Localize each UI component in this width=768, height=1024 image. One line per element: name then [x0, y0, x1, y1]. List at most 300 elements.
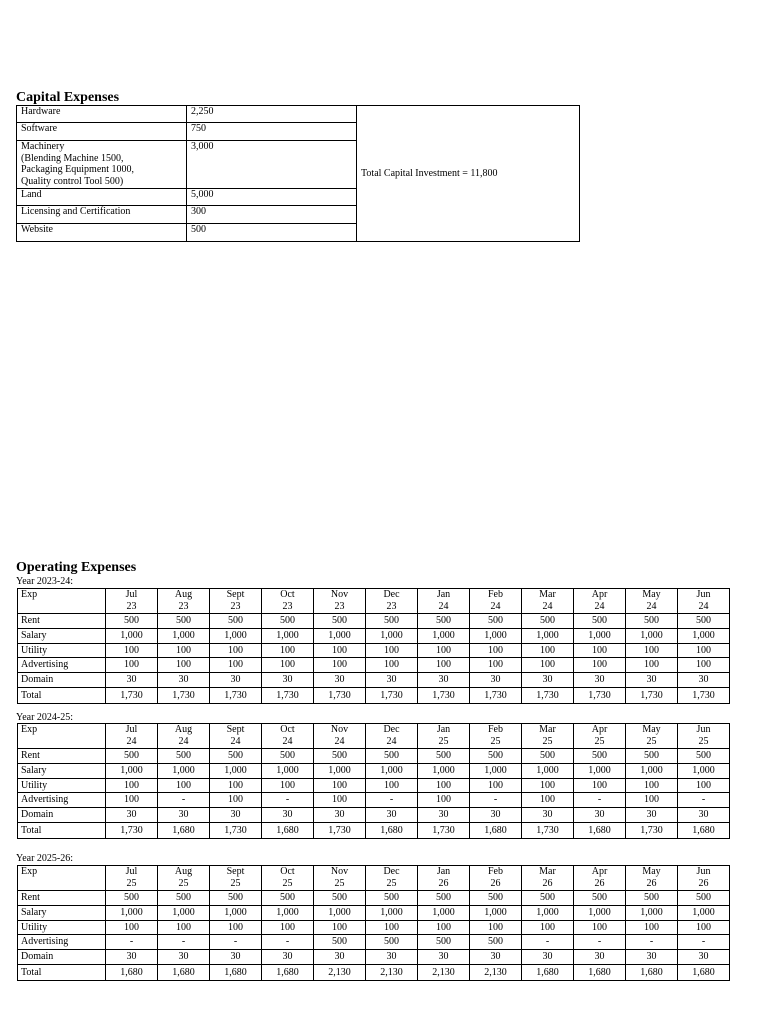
expense-value: 30	[314, 807, 366, 822]
expense-value: 1,730	[470, 687, 522, 703]
month-name: Mar	[539, 866, 556, 877]
year-label-2024-25: Year 2024-25:	[16, 712, 74, 723]
expense-value: 100	[262, 643, 314, 658]
expense-value: 100	[574, 643, 626, 658]
expense-value: 100	[314, 658, 366, 673]
expense-value: 30	[106, 949, 158, 964]
expense-value: 100	[106, 920, 158, 935]
expense-row-salary	[18, 764, 730, 779]
month-name: Jan	[436, 724, 451, 735]
expense-value: 500	[366, 749, 418, 764]
expense-value: 100	[470, 643, 522, 658]
expense-value: 500	[262, 749, 314, 764]
expense-value: 100	[678, 643, 730, 658]
expense-label: Rent	[18, 614, 106, 629]
expense-value: 100	[262, 920, 314, 935]
expense-value: 1,680	[678, 822, 730, 838]
expense-value: 500	[262, 614, 314, 629]
expense-value: 30	[366, 807, 418, 822]
expense-value: 100	[522, 643, 574, 658]
operating-table-2024-25	[17, 723, 730, 839]
month-header-cell	[574, 866, 626, 891]
month-header-cell	[106, 589, 158, 614]
expense-value: 500	[106, 614, 158, 629]
expense-value: 500	[418, 891, 470, 906]
capital-item-label: Land	[21, 189, 42, 200]
capital-amount-cell: 750	[187, 123, 357, 141]
expense-value: 500	[262, 891, 314, 906]
month-year: 24	[698, 601, 709, 612]
expense-value: -	[678, 793, 730, 808]
expense-label: Utility	[18, 778, 106, 793]
expense-value: 1,000	[678, 629, 730, 644]
month-name: Nov	[330, 724, 349, 735]
expense-value: 500	[470, 891, 522, 906]
month-name: Apr	[591, 866, 608, 877]
month-name: Sept	[226, 724, 245, 735]
month-year: 24	[230, 736, 241, 747]
capital-item-cell	[17, 123, 187, 141]
month-header-cell	[418, 589, 470, 614]
month-year: 26	[438, 878, 449, 889]
expense-row-rent	[18, 614, 730, 629]
expense-value: 1,000	[314, 764, 366, 779]
month-year: 24	[386, 736, 397, 747]
month-header-row	[18, 724, 730, 749]
expense-value: 1,000	[470, 906, 522, 921]
expense-value: 30	[210, 672, 262, 687]
expense-row-salary	[18, 906, 730, 921]
expense-value: 30	[106, 807, 158, 822]
expense-value: 1,000	[470, 764, 522, 779]
expense-value: 30	[366, 672, 418, 687]
expense-value: 1,680	[522, 964, 574, 980]
expense-row-utility	[18, 920, 730, 935]
month-name: Feb	[488, 724, 503, 735]
expense-value: 30	[314, 672, 366, 687]
expense-value: 500	[366, 891, 418, 906]
expense-value: 1,730	[626, 822, 678, 838]
month-year: 24	[646, 601, 657, 612]
month-year: 23	[230, 601, 241, 612]
expense-value: 1,730	[626, 687, 678, 703]
month-year: 23	[282, 601, 293, 612]
expense-row-advertising	[18, 935, 730, 950]
month-header-cell	[470, 724, 522, 749]
expense-row-total	[18, 822, 730, 838]
expense-label: Total	[18, 964, 106, 980]
expense-value: 500	[574, 614, 626, 629]
month-year: 26	[646, 878, 657, 889]
month-year: 23	[126, 601, 137, 612]
expense-value: 500	[626, 891, 678, 906]
expense-value: 30	[626, 807, 678, 822]
expense-row-domain	[18, 949, 730, 964]
capital-amount-cell: 5,000	[187, 189, 357, 206]
expense-label: Salary	[18, 906, 106, 921]
expense-value: 100	[626, 920, 678, 935]
expense-value: 500	[522, 614, 574, 629]
month-year: 25	[438, 736, 449, 747]
expense-value: 100	[314, 793, 366, 808]
month-header-cell	[522, 589, 574, 614]
expense-value: 100	[106, 793, 158, 808]
expense-value: 2,130	[366, 964, 418, 980]
expense-value: 1,000	[418, 764, 470, 779]
expense-value: 100	[210, 793, 262, 808]
total-capital-investment: Total Capital Investment = 11,800	[357, 106, 580, 242]
expense-value: 1,000	[210, 764, 262, 779]
month-name: Feb	[488, 589, 503, 600]
expense-value: 1,000	[678, 906, 730, 921]
expense-row-rent	[18, 749, 730, 764]
month-year: 26	[542, 878, 553, 889]
expense-label: Utility	[18, 643, 106, 658]
expense-value: 500	[626, 749, 678, 764]
expense-label: Domain	[18, 672, 106, 687]
expense-value: 2,130	[418, 964, 470, 980]
expense-value: 1,000	[626, 764, 678, 779]
expense-value: 30	[262, 672, 314, 687]
month-year: 24	[490, 601, 501, 612]
month-year: 25	[386, 878, 397, 889]
expense-value: -	[210, 935, 262, 950]
expense-value: 1,000	[210, 629, 262, 644]
expense-value: 100	[210, 658, 262, 673]
expense-value: 500	[418, 935, 470, 950]
expense-value: 30	[262, 949, 314, 964]
expense-value: 1,000	[366, 629, 418, 644]
month-header-cell	[262, 866, 314, 891]
expense-value: 1,000	[314, 906, 366, 921]
capital-expenses-title: Capital Expenses	[16, 90, 120, 105]
expense-value: 100	[418, 658, 470, 673]
expense-value: 30	[366, 949, 418, 964]
expense-value: 30	[470, 672, 522, 687]
expense-value: 100	[470, 778, 522, 793]
expense-value: 1,000	[574, 764, 626, 779]
expense-value: 100	[626, 643, 678, 658]
expense-value: 30	[418, 672, 470, 687]
month-year: 25	[594, 736, 605, 747]
expense-value: 1,000	[158, 629, 210, 644]
month-header-cell	[314, 724, 366, 749]
expense-value: 30	[158, 949, 210, 964]
expense-value: 100	[158, 643, 210, 658]
month-year: 23	[178, 601, 189, 612]
expense-value: 100	[314, 643, 366, 658]
month-year: 24	[438, 601, 449, 612]
expense-value: 500	[210, 614, 262, 629]
month-year: 24	[282, 736, 293, 747]
expense-value: 100	[522, 658, 574, 673]
month-header-cell	[626, 866, 678, 891]
month-name: Jul	[125, 866, 138, 877]
expense-value: 100	[106, 658, 158, 673]
month-year: 25	[646, 736, 657, 747]
capital-row	[17, 106, 580, 123]
expense-value: 500	[106, 749, 158, 764]
month-name: Sept	[226, 589, 245, 600]
month-name: May	[642, 589, 661, 600]
month-header-cell	[626, 724, 678, 749]
expense-value: 30	[262, 807, 314, 822]
expense-label: Salary	[18, 764, 106, 779]
capital-amount-cell: 2,250	[187, 106, 357, 123]
expense-label: Total	[18, 687, 106, 703]
month-name: Jul	[125, 589, 138, 600]
expense-value: 30	[626, 949, 678, 964]
expense-value: 30	[158, 672, 210, 687]
expense-value: 1,680	[678, 964, 730, 980]
expense-value: -	[522, 935, 574, 950]
expense-value: 1,730	[106, 822, 158, 838]
month-name: Oct	[280, 589, 295, 600]
expense-label: Rent	[18, 749, 106, 764]
month-year: 25	[542, 736, 553, 747]
expense-value: 30	[522, 672, 574, 687]
expense-value: 1,680	[366, 822, 418, 838]
month-header-cell	[678, 866, 730, 891]
expense-value: 500	[366, 935, 418, 950]
month-header-cell	[210, 589, 262, 614]
month-year: 25	[178, 878, 189, 889]
expense-value: 100	[158, 778, 210, 793]
expense-value: 100	[678, 658, 730, 673]
expense-value: 30	[314, 949, 366, 964]
month-header-cell	[210, 866, 262, 891]
month-year: 25	[126, 878, 137, 889]
month-header-cell	[678, 589, 730, 614]
expense-value: 100	[522, 778, 574, 793]
expense-value: 100	[470, 658, 522, 673]
month-name: Apr	[591, 589, 608, 600]
expense-value: 30	[418, 949, 470, 964]
expense-label: Total	[18, 822, 106, 838]
expense-value: 1,000	[626, 629, 678, 644]
expense-value: 1,680	[262, 822, 314, 838]
expense-label: Utility	[18, 920, 106, 935]
expense-value: 1,730	[678, 687, 730, 703]
month-header-cell	[678, 724, 730, 749]
expense-value: 100	[470, 920, 522, 935]
expense-value: 500	[522, 749, 574, 764]
expense-label: Rent	[18, 891, 106, 906]
expense-value: 1,730	[210, 687, 262, 703]
expense-value: 1,000	[418, 629, 470, 644]
month-year: 23	[386, 601, 397, 612]
expense-value: 30	[470, 807, 522, 822]
expense-value: 1,000	[522, 906, 574, 921]
expense-value: 100	[366, 643, 418, 658]
expense-value: 1,000	[418, 906, 470, 921]
month-header-cell	[366, 589, 418, 614]
capital-amount-cell: 3,000	[187, 141, 357, 189]
month-name: Dec	[383, 866, 400, 877]
expense-label: Advertising	[18, 935, 106, 950]
expense-label: Domain	[18, 807, 106, 822]
month-name: Jun	[696, 589, 711, 600]
month-header-cell	[314, 589, 366, 614]
expense-value: 100	[678, 920, 730, 935]
month-header-cell	[366, 866, 418, 891]
expense-value: 100	[418, 920, 470, 935]
expense-value: 1,680	[470, 822, 522, 838]
expense-value: 500	[522, 891, 574, 906]
month-name: Jan	[436, 866, 451, 877]
month-name: Jan	[436, 589, 451, 600]
expense-value: 30	[678, 672, 730, 687]
expense-label: Domain	[18, 949, 106, 964]
month-header-cell	[262, 724, 314, 749]
month-year: 24	[542, 601, 553, 612]
expense-row-advertising	[18, 658, 730, 673]
expense-value: 100	[314, 920, 366, 935]
expense-value: 100	[158, 658, 210, 673]
month-header-cell	[262, 589, 314, 614]
month-name: Mar	[539, 724, 556, 735]
expense-value: 1,730	[106, 687, 158, 703]
month-header-cell	[158, 724, 210, 749]
month-header-cell	[574, 724, 626, 749]
expense-value: -	[470, 793, 522, 808]
expense-value: 500	[158, 891, 210, 906]
month-name: Sept	[226, 866, 245, 877]
expense-value: 500	[314, 614, 366, 629]
expense-value: 1,000	[678, 764, 730, 779]
expense-value: 100	[106, 643, 158, 658]
expense-value: -	[158, 935, 210, 950]
capital-amount-cell: 300	[187, 206, 357, 224]
expense-value: 1,000	[262, 764, 314, 779]
expense-value: 1,000	[522, 764, 574, 779]
expense-value: 1,000	[366, 906, 418, 921]
expense-value: 500	[314, 891, 366, 906]
capital-item-detail: Quality control Tool 500)	[21, 175, 124, 187]
expense-value: 1,680	[574, 822, 626, 838]
month-header-cell	[418, 724, 470, 749]
month-name: Aug	[174, 866, 193, 877]
expense-value: 100	[366, 778, 418, 793]
expense-row-rent	[18, 891, 730, 906]
exp-header: Exp	[18, 724, 106, 749]
expense-value: 1,000	[314, 629, 366, 644]
expense-value: 100	[158, 920, 210, 935]
expense-value: 1,730	[522, 822, 574, 838]
capital-item-cell	[17, 189, 187, 206]
month-header-cell	[470, 866, 522, 891]
expense-value: 500	[210, 891, 262, 906]
month-year: 25	[230, 878, 241, 889]
expense-value: 30	[210, 807, 262, 822]
expense-value: 1,000	[470, 629, 522, 644]
expense-value: 30	[158, 807, 210, 822]
expense-value: 500	[106, 891, 158, 906]
month-name: Nov	[330, 589, 349, 600]
expense-label: Salary	[18, 629, 106, 644]
expense-value: 100	[418, 778, 470, 793]
expense-value: 100	[678, 778, 730, 793]
expense-row-total	[18, 687, 730, 703]
expense-value: 500	[366, 614, 418, 629]
expense-value: 100	[210, 643, 262, 658]
expense-value: 500	[574, 749, 626, 764]
month-name: Aug	[174, 724, 193, 735]
expense-value: 100	[522, 793, 574, 808]
expense-value: 30	[470, 949, 522, 964]
month-header-cell	[574, 589, 626, 614]
month-name: Jul	[125, 724, 138, 735]
expense-value: 30	[106, 672, 158, 687]
expense-value: 30	[678, 949, 730, 964]
expense-value: 100	[210, 778, 262, 793]
expense-value: 500	[678, 749, 730, 764]
month-header-cell	[522, 724, 574, 749]
capital-item-label: Machinery	[21, 141, 65, 152]
month-name: Jun	[696, 866, 711, 877]
expense-value: -	[158, 793, 210, 808]
expense-row-domain	[18, 807, 730, 822]
month-name: Nov	[330, 866, 349, 877]
expense-value: 1,000	[106, 764, 158, 779]
month-header-row	[18, 866, 730, 891]
expense-value: 100	[262, 658, 314, 673]
expense-value: 2,130	[314, 964, 366, 980]
expense-value: 1,730	[366, 687, 418, 703]
expense-value: 100	[574, 778, 626, 793]
expense-value: 1,000	[106, 906, 158, 921]
month-header-cell	[210, 724, 262, 749]
month-header-cell	[522, 866, 574, 891]
capital-item-detail: Packaging Equipment 1000,	[21, 164, 135, 175]
expense-value: 30	[678, 807, 730, 822]
month-name: Oct	[280, 724, 295, 735]
expense-row-advertising	[18, 793, 730, 808]
expense-value: 1,680	[262, 964, 314, 980]
capital-item-label: Software	[21, 123, 58, 134]
exp-header: Exp	[18, 589, 106, 614]
capital-item-detail: (Blending Machine 1500,	[21, 152, 124, 164]
expense-value: 1,000	[262, 906, 314, 921]
month-year: 25	[698, 736, 709, 747]
expense-value: -	[262, 793, 314, 808]
expense-value: 1,000	[210, 906, 262, 921]
month-name: May	[642, 724, 661, 735]
expense-value: 1,680	[210, 964, 262, 980]
month-header-row	[18, 589, 730, 614]
capital-item-label: Website	[21, 224, 53, 235]
capital-item-label: Licensing and Certification	[21, 206, 131, 217]
expense-row-total	[18, 964, 730, 980]
expense-value: 100	[366, 920, 418, 935]
expense-value: 1,680	[574, 964, 626, 980]
expense-value: 1,730	[522, 687, 574, 703]
expense-value: 100	[626, 658, 678, 673]
month-year: 26	[490, 878, 501, 889]
capital-expenses-table	[16, 105, 580, 242]
expense-value: 30	[522, 949, 574, 964]
month-header-cell	[470, 589, 522, 614]
expense-value: 100	[262, 778, 314, 793]
month-header-cell	[158, 866, 210, 891]
expense-value: -	[574, 793, 626, 808]
year-label-2025-26: Year 2025-26:	[16, 853, 74, 864]
capital-item-cell	[17, 224, 187, 242]
expense-value: 1,730	[314, 687, 366, 703]
month-year: 24	[126, 736, 137, 747]
month-year: 25	[334, 878, 345, 889]
month-name: Apr	[591, 724, 608, 735]
